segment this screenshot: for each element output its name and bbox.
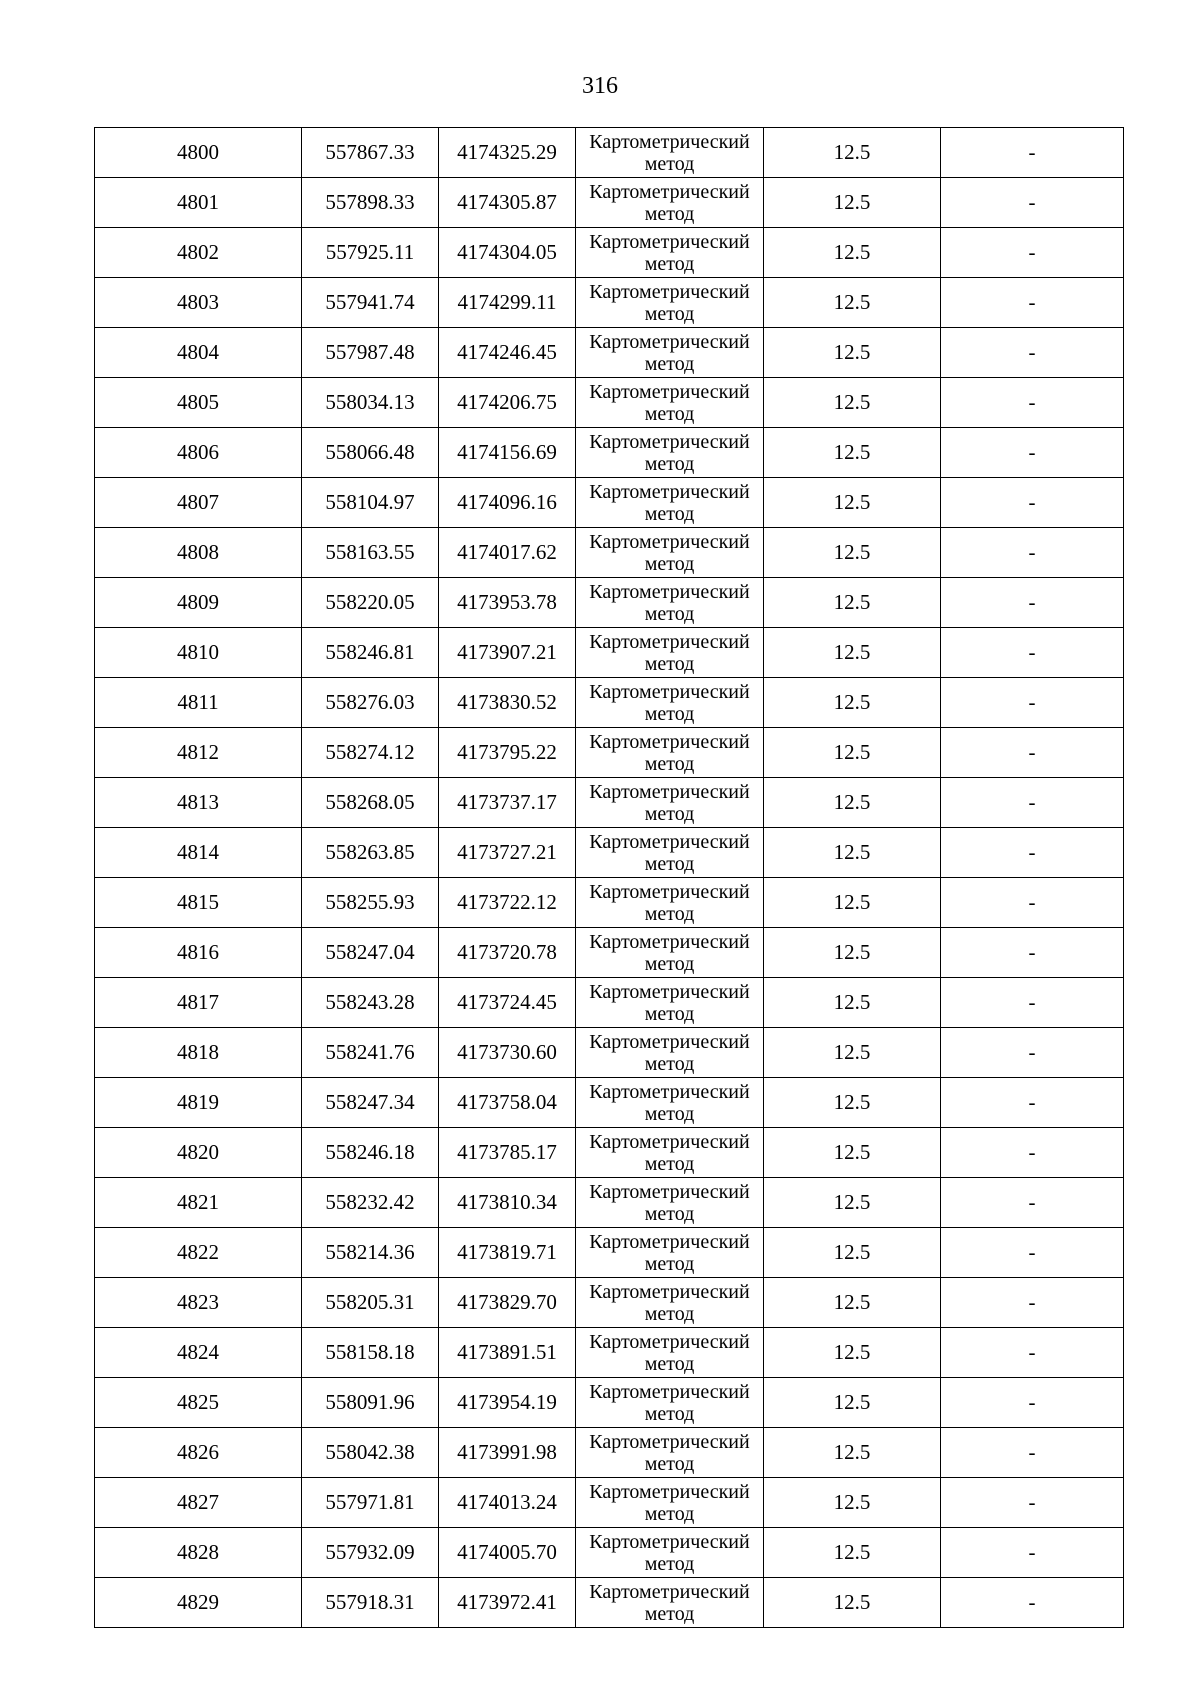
point-number-cell: 4820 <box>95 1128 302 1178</box>
method-line: метод <box>644 702 695 725</box>
point-number-cell: 4809 <box>95 578 302 628</box>
x-coordinate-cell: 557918.31 <box>302 1578 439 1628</box>
method-cell <box>576 1378 764 1428</box>
accuracy-cell: 12.5 <box>764 1328 941 1378</box>
method-cell <box>576 1178 764 1228</box>
point-number-cell: 4803 <box>95 278 302 328</box>
note-cell: - <box>941 528 1124 578</box>
x-coordinate-cell: 557925.11 <box>302 228 439 278</box>
table-row <box>95 228 1124 278</box>
method-line: Картометрический <box>589 330 750 353</box>
method-line: метод <box>644 802 695 825</box>
method-line: метод <box>644 1502 695 1525</box>
table-row <box>95 1478 1124 1528</box>
method-line: метод <box>644 252 695 275</box>
method-line: метод <box>644 752 695 775</box>
method-line: метод <box>644 202 695 225</box>
point-number-cell: 4824 <box>95 1328 302 1378</box>
table-row <box>95 828 1124 878</box>
method-line: Картометрический <box>589 1430 750 1453</box>
note-cell: - <box>941 478 1124 528</box>
point-number-cell: 4800 <box>95 128 302 178</box>
method-line: Картометрический <box>589 1530 750 1553</box>
table-row <box>95 1028 1124 1078</box>
accuracy-cell: 12.5 <box>764 1278 941 1328</box>
method-line: Картометрический <box>589 1130 750 1153</box>
point-number-cell: 4808 <box>95 528 302 578</box>
method-cell <box>576 1128 764 1178</box>
method-line: метод <box>644 1252 695 1275</box>
method-line: Картометрический <box>589 230 750 253</box>
note-cell: - <box>941 1178 1124 1228</box>
note-cell: - <box>941 1078 1124 1128</box>
method-cell <box>576 478 764 528</box>
method-line: метод <box>644 1552 695 1575</box>
y-coordinate-cell: 4173730.60 <box>439 1028 576 1078</box>
accuracy-cell: 12.5 <box>764 178 941 228</box>
y-coordinate-cell: 4174246.45 <box>439 328 576 378</box>
note-cell: - <box>941 628 1124 678</box>
table-row <box>95 528 1124 578</box>
method-cell <box>576 328 764 378</box>
method-line: Картометрический <box>589 580 750 603</box>
method-line: Картометрический <box>589 430 750 453</box>
accuracy-cell: 12.5 <box>764 528 941 578</box>
point-number-cell: 4805 <box>95 378 302 428</box>
x-coordinate-cell: 557867.33 <box>302 128 439 178</box>
x-coordinate-cell: 558243.28 <box>302 978 439 1028</box>
accuracy-cell: 12.5 <box>764 978 941 1028</box>
note-cell: - <box>941 678 1124 728</box>
accuracy-cell: 12.5 <box>764 1478 941 1528</box>
accuracy-cell: 12.5 <box>764 278 941 328</box>
table-row <box>95 778 1124 828</box>
x-coordinate-cell: 558163.55 <box>302 528 439 578</box>
note-cell: - <box>941 1128 1124 1178</box>
table-row <box>95 628 1124 678</box>
method-line: метод <box>644 652 695 675</box>
note-cell: - <box>941 1378 1124 1428</box>
method-line: Картометрический <box>589 380 750 403</box>
method-line: Картометрический <box>589 1330 750 1353</box>
note-cell: - <box>941 1028 1124 1078</box>
accuracy-cell: 12.5 <box>764 928 941 978</box>
point-number-cell: 4802 <box>95 228 302 278</box>
point-number-cell: 4810 <box>95 628 302 678</box>
table-row <box>95 278 1124 328</box>
method-line: метод <box>644 152 695 175</box>
coordinates-table-body <box>95 128 1124 1628</box>
table-row <box>95 678 1124 728</box>
method-line: метод <box>644 1052 695 1075</box>
point-number-cell: 4806 <box>95 428 302 478</box>
accuracy-cell: 12.5 <box>764 378 941 428</box>
method-cell <box>576 1528 764 1578</box>
method-line: Картометрический <box>589 1080 750 1103</box>
note-cell: - <box>941 728 1124 778</box>
method-line: метод <box>644 952 695 975</box>
x-coordinate-cell: 558241.76 <box>302 1028 439 1078</box>
method-line: метод <box>644 1452 695 1475</box>
method-cell <box>576 1078 764 1128</box>
method-line: Картометрический <box>589 880 750 903</box>
method-line: метод <box>644 552 695 575</box>
method-cell <box>576 578 764 628</box>
method-cell <box>576 528 764 578</box>
accuracy-cell: 12.5 <box>764 828 941 878</box>
x-coordinate-cell: 558042.38 <box>302 1428 439 1478</box>
point-number-cell: 4825 <box>95 1378 302 1428</box>
y-coordinate-cell: 4173720.78 <box>439 928 576 978</box>
note-cell: - <box>941 1478 1124 1528</box>
method-cell <box>576 378 764 428</box>
y-coordinate-cell: 4173953.78 <box>439 578 576 628</box>
method-cell <box>576 178 764 228</box>
accuracy-cell: 12.5 <box>764 128 941 178</box>
note-cell: - <box>941 278 1124 328</box>
table-row <box>95 1278 1124 1328</box>
method-line: метод <box>644 502 695 525</box>
accuracy-cell: 12.5 <box>764 428 941 478</box>
point-number-cell: 4828 <box>95 1528 302 1578</box>
method-line: метод <box>644 352 695 375</box>
table-row <box>95 178 1124 228</box>
method-line: Картометрический <box>589 980 750 1003</box>
accuracy-cell: 12.5 <box>764 1178 941 1228</box>
x-coordinate-cell: 558232.42 <box>302 1178 439 1228</box>
y-coordinate-cell: 4174305.87 <box>439 178 576 228</box>
x-coordinate-cell: 557932.09 <box>302 1528 439 1578</box>
x-coordinate-cell: 558247.04 <box>302 928 439 978</box>
x-coordinate-cell: 558220.05 <box>302 578 439 628</box>
accuracy-cell: 12.5 <box>764 1228 941 1278</box>
accuracy-cell: 12.5 <box>764 1428 941 1478</box>
page-number: 316 <box>582 73 618 99</box>
x-coordinate-cell: 558034.13 <box>302 378 439 428</box>
accuracy-cell: 12.5 <box>764 628 941 678</box>
method-line: Картометрический <box>589 1180 750 1203</box>
x-coordinate-cell: 558276.03 <box>302 678 439 728</box>
y-coordinate-cell: 4174325.29 <box>439 128 576 178</box>
y-coordinate-cell: 4174005.70 <box>439 1528 576 1578</box>
method-line: Картометрический <box>589 130 750 153</box>
note-cell: - <box>941 378 1124 428</box>
note-cell: - <box>941 978 1124 1028</box>
point-number-cell: 4829 <box>95 1578 302 1628</box>
note-cell: - <box>941 128 1124 178</box>
method-line: метод <box>644 602 695 625</box>
method-line: Картометрический <box>589 930 750 953</box>
note-cell: - <box>941 1428 1124 1478</box>
table-row <box>95 1578 1124 1628</box>
method-line: метод <box>644 852 695 875</box>
method-line: Картометрический <box>589 530 750 553</box>
point-number-cell: 4801 <box>95 178 302 228</box>
method-cell <box>576 728 764 778</box>
point-number-cell: 4813 <box>95 778 302 828</box>
point-number-cell: 4821 <box>95 1178 302 1228</box>
method-line: Картометрический <box>589 1280 750 1303</box>
point-number-cell: 4827 <box>95 1478 302 1528</box>
note-cell: - <box>941 178 1124 228</box>
y-coordinate-cell: 4174304.05 <box>439 228 576 278</box>
note-cell: - <box>941 778 1124 828</box>
y-coordinate-cell: 4173727.21 <box>439 828 576 878</box>
accuracy-cell: 12.5 <box>764 678 941 728</box>
method-line: Картометрический <box>589 1030 750 1053</box>
y-coordinate-cell: 4174299.11 <box>439 278 576 328</box>
accuracy-cell: 12.5 <box>764 1578 941 1628</box>
y-coordinate-cell: 4174013.24 <box>439 1478 576 1528</box>
method-line: метод <box>644 302 695 325</box>
x-coordinate-cell: 558214.36 <box>302 1228 439 1278</box>
y-coordinate-cell: 4173722.12 <box>439 878 576 928</box>
accuracy-cell: 12.5 <box>764 478 941 528</box>
method-line: Картометрический <box>589 730 750 753</box>
table-row <box>95 1528 1124 1578</box>
x-coordinate-cell: 558274.12 <box>302 728 439 778</box>
method-cell <box>576 928 764 978</box>
method-cell <box>576 278 764 328</box>
method-cell <box>576 1328 764 1378</box>
table-row <box>95 1178 1124 1228</box>
table-row <box>95 878 1124 928</box>
method-cell <box>576 1278 764 1328</box>
x-coordinate-cell: 557971.81 <box>302 1478 439 1528</box>
method-line: Картометрический <box>589 1380 750 1403</box>
table-row <box>95 728 1124 778</box>
method-line: метод <box>644 1152 695 1175</box>
method-line: Картометрический <box>589 1580 750 1603</box>
accuracy-cell: 12.5 <box>764 1528 941 1578</box>
x-coordinate-cell: 557987.48 <box>302 328 439 378</box>
note-cell: - <box>941 1528 1124 1578</box>
table-row <box>95 128 1124 178</box>
note-cell: - <box>941 428 1124 478</box>
method-cell <box>576 1428 764 1478</box>
method-cell <box>576 1578 764 1628</box>
point-number-cell: 4811 <box>95 678 302 728</box>
y-coordinate-cell: 4173972.41 <box>439 1578 576 1628</box>
note-cell: - <box>941 1328 1124 1378</box>
table-row <box>95 928 1124 978</box>
method-line: метод <box>644 402 695 425</box>
point-number-cell: 4819 <box>95 1078 302 1128</box>
method-line: Картометрический <box>589 180 750 203</box>
method-line: Картометрический <box>589 630 750 653</box>
coordinates-table <box>94 127 1124 1628</box>
y-coordinate-cell: 4173891.51 <box>439 1328 576 1378</box>
x-coordinate-cell: 558104.97 <box>302 478 439 528</box>
y-coordinate-cell: 4174096.16 <box>439 478 576 528</box>
table-row <box>95 478 1124 528</box>
method-cell <box>576 1028 764 1078</box>
method-line: метод <box>644 1352 695 1375</box>
y-coordinate-cell: 4173907.21 <box>439 628 576 678</box>
point-number-cell: 4812 <box>95 728 302 778</box>
x-coordinate-cell: 558255.93 <box>302 878 439 928</box>
accuracy-cell: 12.5 <box>764 228 941 278</box>
method-cell <box>576 1228 764 1278</box>
method-line: Картометрический <box>589 830 750 853</box>
accuracy-cell: 12.5 <box>764 1128 941 1178</box>
point-number-cell: 4822 <box>95 1228 302 1278</box>
y-coordinate-cell: 4173795.22 <box>439 728 576 778</box>
table-row <box>95 328 1124 378</box>
x-coordinate-cell: 557941.74 <box>302 278 439 328</box>
method-cell <box>576 678 764 728</box>
accuracy-cell: 12.5 <box>764 578 941 628</box>
x-coordinate-cell: 558246.81 <box>302 628 439 678</box>
table-row <box>95 1078 1124 1128</box>
method-cell <box>576 828 764 878</box>
table-row <box>95 1128 1124 1178</box>
y-coordinate-cell: 4173810.34 <box>439 1178 576 1228</box>
method-line: Картометрический <box>589 280 750 303</box>
method-cell <box>576 778 764 828</box>
method-cell <box>576 128 764 178</box>
table-row <box>95 1328 1124 1378</box>
y-coordinate-cell: 4173819.71 <box>439 1228 576 1278</box>
point-number-cell: 4818 <box>95 1028 302 1078</box>
note-cell: - <box>941 578 1124 628</box>
accuracy-cell: 12.5 <box>764 728 941 778</box>
accuracy-cell: 12.5 <box>764 778 941 828</box>
table-row <box>95 1228 1124 1278</box>
table-row <box>95 1378 1124 1428</box>
method-line: метод <box>644 1402 695 1425</box>
method-line: Картометрический <box>589 780 750 803</box>
accuracy-cell: 12.5 <box>764 1378 941 1428</box>
note-cell: - <box>941 1278 1124 1328</box>
x-coordinate-cell: 558247.34 <box>302 1078 439 1128</box>
method-cell <box>576 428 764 478</box>
method-cell <box>576 628 764 678</box>
method-line: метод <box>644 1202 695 1225</box>
y-coordinate-cell: 4173785.17 <box>439 1128 576 1178</box>
method-line: метод <box>644 1102 695 1125</box>
method-cell <box>576 878 764 928</box>
x-coordinate-cell: 558158.18 <box>302 1328 439 1378</box>
y-coordinate-cell: 4173737.17 <box>439 778 576 828</box>
method-line: метод <box>644 1302 695 1325</box>
method-line: Картометрический <box>589 680 750 703</box>
point-number-cell: 4804 <box>95 328 302 378</box>
note-cell: - <box>941 328 1124 378</box>
table-row <box>95 978 1124 1028</box>
y-coordinate-cell: 4173758.04 <box>439 1078 576 1128</box>
method-line: Картометрический <box>589 480 750 503</box>
y-coordinate-cell: 4174017.62 <box>439 528 576 578</box>
x-coordinate-cell: 558066.48 <box>302 428 439 478</box>
note-cell: - <box>941 1578 1124 1628</box>
note-cell: - <box>941 828 1124 878</box>
accuracy-cell: 12.5 <box>764 1078 941 1128</box>
table-row <box>95 428 1124 478</box>
method-line: метод <box>644 452 695 475</box>
point-number-cell: 4823 <box>95 1278 302 1328</box>
y-coordinate-cell: 4173830.52 <box>439 678 576 728</box>
x-coordinate-cell: 558091.96 <box>302 1378 439 1428</box>
point-number-cell: 4807 <box>95 478 302 528</box>
x-coordinate-cell: 558205.31 <box>302 1278 439 1328</box>
y-coordinate-cell: 4173991.98 <box>439 1428 576 1478</box>
y-coordinate-cell: 4173954.19 <box>439 1378 576 1428</box>
note-cell: - <box>941 928 1124 978</box>
accuracy-cell: 12.5 <box>764 1028 941 1078</box>
table-row <box>95 578 1124 628</box>
point-number-cell: 4814 <box>95 828 302 878</box>
method-cell <box>576 978 764 1028</box>
y-coordinate-cell: 4173724.45 <box>439 978 576 1028</box>
y-coordinate-cell: 4173829.70 <box>439 1278 576 1328</box>
point-number-cell: 4826 <box>95 1428 302 1478</box>
x-coordinate-cell: 558246.18 <box>302 1128 439 1178</box>
y-coordinate-cell: 4174206.75 <box>439 378 576 428</box>
note-cell: - <box>941 1228 1124 1278</box>
table-row <box>95 378 1124 428</box>
method-line: метод <box>644 902 695 925</box>
note-cell: - <box>941 878 1124 928</box>
method-line: метод <box>644 1002 695 1025</box>
accuracy-cell: 12.5 <box>764 328 941 378</box>
method-cell <box>576 228 764 278</box>
point-number-cell: 4815 <box>95 878 302 928</box>
y-coordinate-cell: 4174156.69 <box>439 428 576 478</box>
x-coordinate-cell: 558263.85 <box>302 828 439 878</box>
point-number-cell: 4817 <box>95 978 302 1028</box>
method-line: Картометрический <box>589 1480 750 1503</box>
method-line: метод <box>644 1602 695 1625</box>
accuracy-cell: 12.5 <box>764 878 941 928</box>
x-coordinate-cell: 558268.05 <box>302 778 439 828</box>
point-number-cell: 4816 <box>95 928 302 978</box>
note-cell: - <box>941 228 1124 278</box>
table-row <box>95 1428 1124 1478</box>
method-line: Картометрический <box>589 1230 750 1253</box>
method-cell <box>576 1478 764 1528</box>
x-coordinate-cell: 557898.33 <box>302 178 439 228</box>
